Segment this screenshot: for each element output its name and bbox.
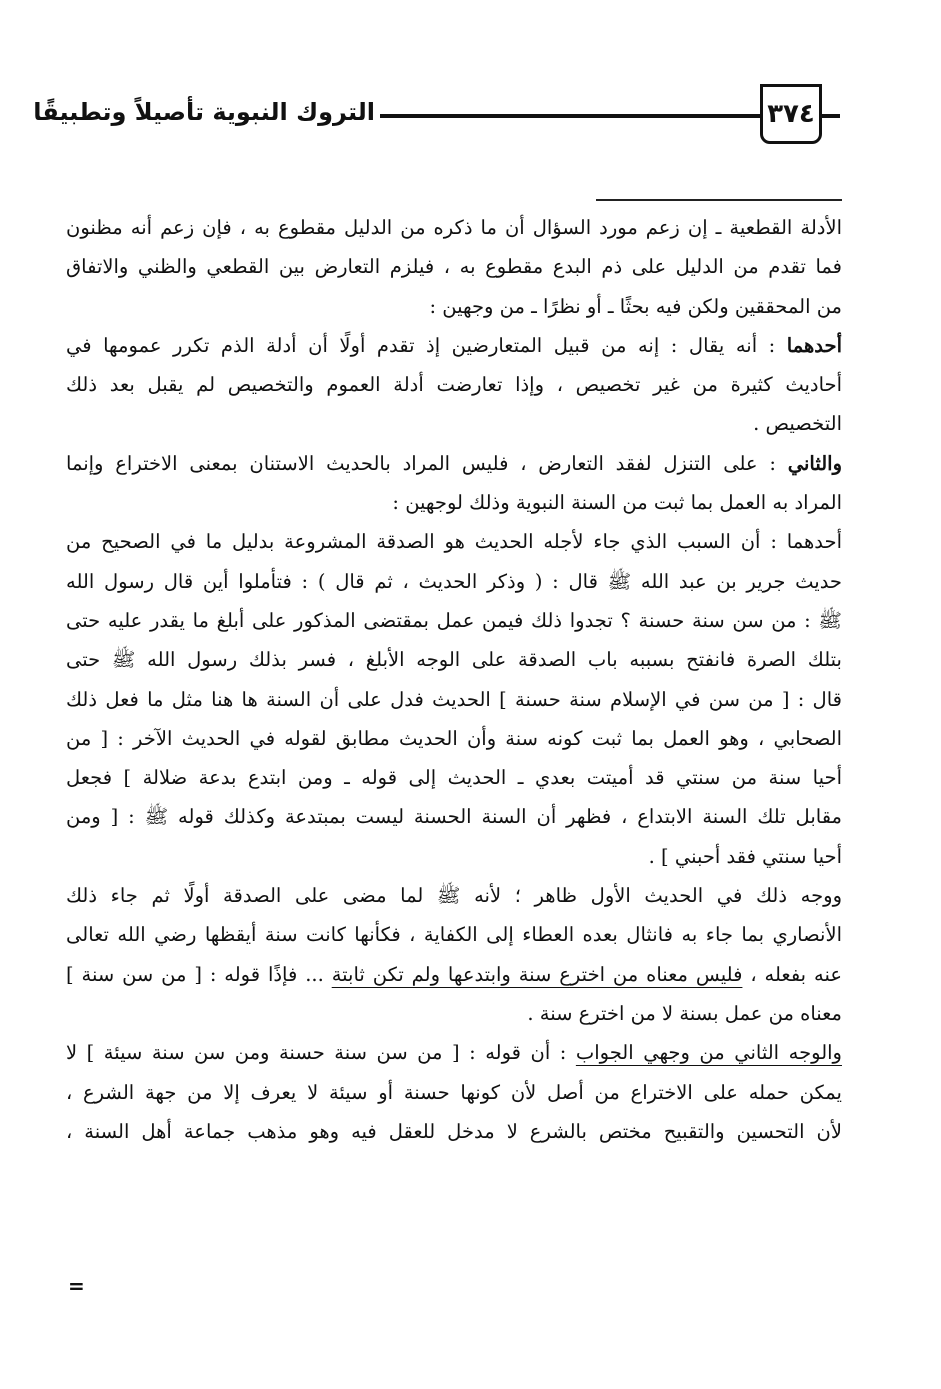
- header-rule: [380, 114, 760, 118]
- text-segment: عنه بفعله ،: [742, 962, 842, 986]
- text-line: الأدلة القطعية ـ إن زعم مورد السؤال أن ما ذكره من الدليل مقطوع به ، فإن زعم أنه مظنون: [66, 216, 842, 239]
- text-line: حديث جرير بن عبد الله ﷺ قال : ( وذكر الحديث ، ثم قال ) : فتأملوا أين قال رسول الله: [66, 569, 842, 593]
- text-line: يمكن حمله على الاختراع من أصل لأن كونها حسنة أو سيئة لا يعرف إلا من جهة الشرع ،: [66, 1080, 842, 1104]
- text-line: الصحابي ، وهو العمل بما ثبت كونه سنة وأن الحديث مطابق لقوله في الحديث الآخر : [ من: [66, 726, 842, 750]
- page-header: [33, 84, 840, 152]
- text-line: من المحققين ولكن فيه بحثًا ـ أو نظرًا ـ من وجهين :: [429, 294, 842, 318]
- text-line: التخصيص .: [753, 412, 842, 436]
- text-segment: ... فإذًا قوله : [ من سن سنة ]: [66, 962, 332, 986]
- text-line: أحاديث كثيرة من غير تخصيص ، وإذا تعارضت أدلة العموم والتخصيص لم يقبل بعد ذلك: [66, 373, 842, 397]
- text-line: [66, 1033, 842, 1072]
- header-rule-end: [822, 114, 840, 118]
- text-segment: : أنه يقال : إنه من قبيل المتعارضين إذ تقدم أولًا أن أدلة الذم تكرر عمومها في: [66, 333, 787, 357]
- bold-lead-word: والثاني: [787, 451, 842, 475]
- footnote-separator-rule: [596, 199, 842, 201]
- text-line: قال : [ من سن في الإسلام سنة حسنة ] الحديث فدل على أن السنة ها هنا مثل ما فعل ذلك: [66, 687, 842, 711]
- text-line: فما تقدم من الدليل على ذم البدع مقطوع به ، فيلزم التعارض بين القطعي والظني والاتفاق: [66, 255, 842, 279]
- text-segment: : أن قوله : [ من سن سنة حسنة ومن سن سنة سيئة ] لا: [66, 1041, 576, 1065]
- running-title: التروك النبوية تأصيلاً وتطبيقًا: [33, 98, 375, 126]
- text-line: أحيا سنة من سنتي قد أميتت بعدي ـ الحديث إلى قوله ـ ومن ابتدع بدعة ضلالة ] فجعل: [66, 766, 842, 790]
- text-line: ووجه ذلك في الحديث الأول ظاهر ؛ لأنه ﷺ لما مضى على الصدقة أولًا ثم جاء ذلك: [66, 884, 842, 908]
- text-segment: : على التنزل لفقد التعارض ، فليس المراد بالحديث الاستنان بمعنى الاختراع وإنما: [66, 451, 788, 475]
- text-line: معناه من عمل بسنة لا من اخترع سنة .: [527, 1001, 842, 1025]
- body-text: [66, 208, 842, 1308]
- underlined-phrase: فليس معناه من اخترع سنة وابتدعها ولم تكن ثابتة: [331, 962, 743, 986]
- text-line: بتلك الصرة فانفتح بسببه باب الصدقة على الوجه الأبلغ ، فسر بذلك رسول الله ﷺ حتى: [66, 648, 842, 672]
- underlined-phrase: والوجه الثاني من وجهي الجواب: [575, 1041, 842, 1065]
- text-line: أحيا سنتي فقد أحبني ] .: [648, 844, 842, 868]
- text-line: لأن التحسين والتقبيح مختص بالشرع لا مدخل للعقل فيه وهو مذهب جماعة أهل السنة ،: [66, 1119, 842, 1143]
- text-line: المراد به العمل بما ثبت من السنة النبوية وذلك لوجهين :: [392, 491, 842, 515]
- text-line: [66, 955, 842, 994]
- text-line: [66, 444, 842, 483]
- page-number: ٣٧٤: [760, 84, 822, 144]
- text-line: أحدهما : أن السبب الذي جاء لأجله الحديث هو الصدقة المشروعة بدليل ما في الصحيح من: [66, 530, 842, 554]
- text-line: ﷺ : من سن سنة حسنة ؟ تجدوا ذلك فيمن عمل بمقتضى المذكور على أبلغ ما يقدر عليه حتى: [66, 608, 842, 632]
- text-line: مقابل تلك السنة الابتداع ، فظهر أن السنة الحسنة ليست بمبتدعة وكذلك قوله ﷺ : [ ومن: [66, 805, 842, 829]
- text-line: [66, 326, 842, 365]
- continuation-mark: =: [68, 1274, 85, 1298]
- bold-lead-word: أحدهما: [786, 333, 842, 357]
- text-line: الأنصاري بما جاء به فانثال بعده العطاء إلى الكفاية ، فكأنها كانت سنة أيقظها رضي الله تعالى: [66, 923, 842, 947]
